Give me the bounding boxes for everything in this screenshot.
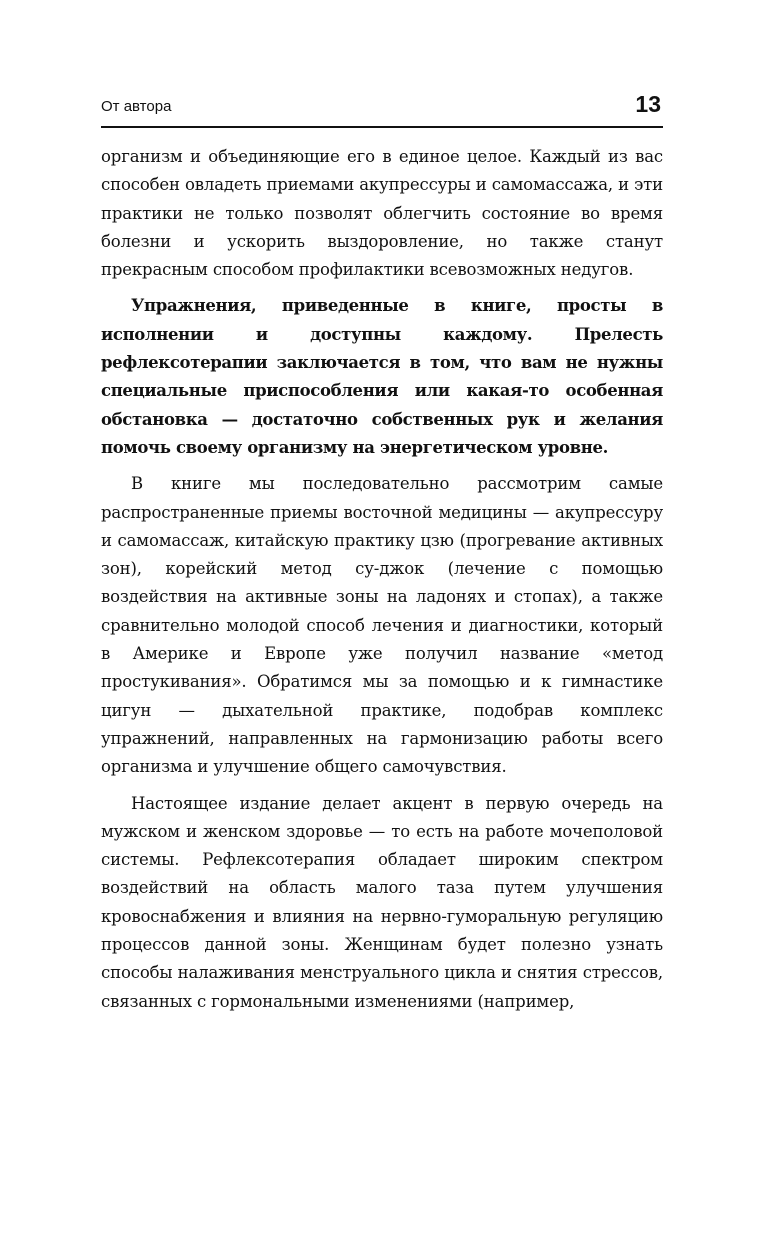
paragraph-1: организм и объединяющие его в единое целое. Каждый из вас способен овладеть приемами акупрессуры и самомассажа, и эти практики не только позволят облегчить состояние во время болезни и ускорить выздоровление, но также станут прекрасным способом профилактики всевозможных недугов. — [101, 147, 663, 280]
body-text — [101, 143, 663, 1024]
paragraph-4: Настоящее издание делает акцент в первую очередь на мужском и женском здоровье — то есть на работе мочеполовой системы. Рефлексотерапия обладает широким спектром воздействий на область малого таза путем улучшения кровоснабжения и влияния на нервно-гуморальную регуляцию процессов данной зоны. Женщинам будет полезно узнать способы налаживания менструального цикла и снятия стрессов, связанных с гормональными изменениями (например, — [101, 793, 663, 1011]
paragraph-2-bold: Упражнения, приведенные в книге, просты в исполнении и доступны каждому. Прелесть рефлексотерапии заключается в том, что вам не нужны специальные приспособления или какая-то особенная обстановка — достаточно собственных рук и желания помочь своему организму на энергетическом уровне. — [101, 296, 663, 457]
running-header — [101, 88, 663, 128]
page-number: 13 — [635, 91, 661, 117]
running-title: От автора — [101, 98, 172, 115]
paragraph-3: В книге мы последовательно рассмотрим самые распространенные приемы восточной медицины — акупрессуру и самомассаж, китайскую практику цзю (прогревание активных зон), корейский метод су-джок (лечение с помощью воздействия на активные зоны на ладонях и стопах), а также сравнительно молодой способ лечения и диагностики, который в Америке и Европе уже получил название «метод простукивания». Обратимся мы за помощью и к гимнастике цигун — дыхательной практике, подобрав комплекс упражнений, направленных на гармонизацию работы всего организма и улучшение общего самочувствия. — [101, 474, 663, 777]
